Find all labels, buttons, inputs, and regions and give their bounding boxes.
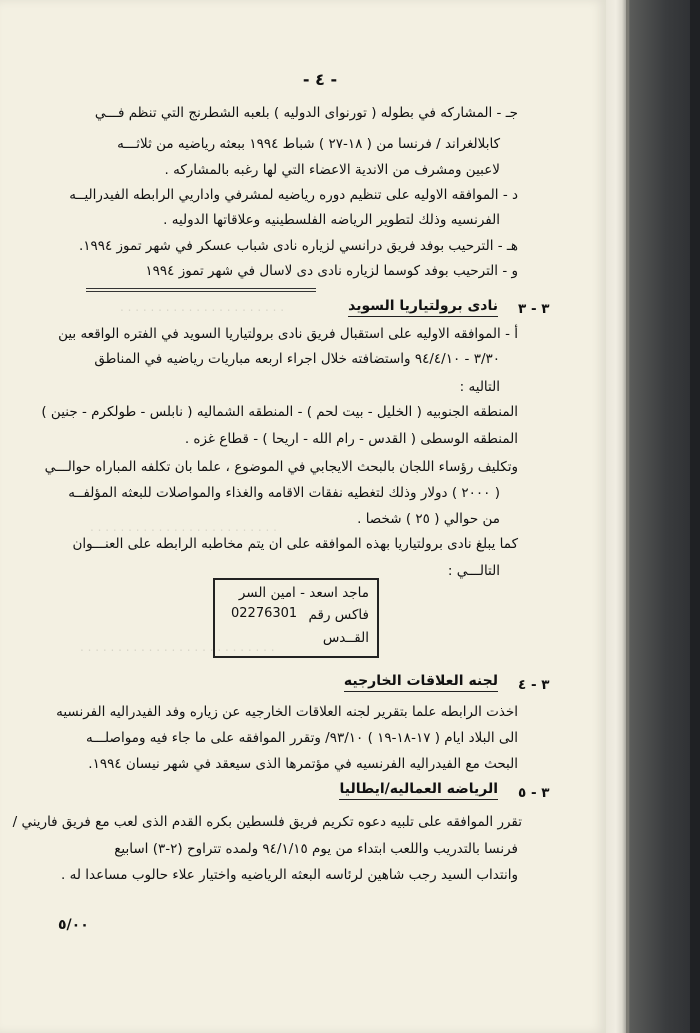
section-3-3-line-7: ( ٢٠٠٠ ) دولار وذلك لتغطيه نفقات الاقامه والغذاء والمواصلات للبعثه المؤلفــه	[68, 485, 500, 501]
binder-edge	[606, 0, 700, 1033]
address-fax-number: 02276301	[231, 606, 298, 621]
section-3-4-title: لجنه العلاقات الخارجيه	[344, 673, 498, 692]
section-3-3-line-5: المنطقه الوسطى ( القدس - رام الله - اريحا ) - قطاع غزه .	[184, 431, 518, 447]
section-3-3-line-9: كما يبلغ نادى برولتياريا بهذه الموافقه على ان يتم مخاطبه الرابطه على العنـــوان	[72, 536, 518, 552]
section-3-3-line-1: أ - الموافقه الاوليه على استقبال فريق نادى برولتياريا السويد في الفتره الواقعه بين	[58, 326, 518, 342]
show-through-text: . . . . . . . . . . . . . . . . . . . . . . . . . .	[80, 640, 275, 654]
section-3-4-line-1: اخذت الرابطه علما بتقرير لجنه العلاقات الخارجيه عن زياره وفد الفيدراليه الفرنسيه	[56, 704, 518, 720]
intro-line-6: هـ - الترحيب بوفد فريق درانسي لزياره نادى شباب عسكر في شهر تموز ١٩٩٤.	[78, 238, 518, 254]
binder-fold	[626, 0, 629, 1033]
section-3-5-line-1: تقرر الموافقه على تلبيه دعوه تكريم فريق فلسطين بكره القدم الذى لعب مع فريق فاريني /	[12, 814, 522, 830]
section-3-5-line-3: وانتداب السيد رجب شاهين لرئاسه البعثه الرياضيه واختيار علاء حالوب مساعدا له .	[61, 867, 518, 883]
show-through-text: . . . . . . . . . . . . . . . . . . . . . . . . .	[90, 520, 277, 534]
address-city: القــدس	[322, 630, 369, 646]
section-3-3-number: ٣ - ٣	[518, 301, 550, 317]
address-fax-label: فاكس رقم	[308, 607, 369, 623]
intro-line-3: لاعبين ومشرف من الاندية الاعضاء التي لها رغبه بالمشاركه .	[164, 162, 500, 178]
intro-line-4: د - الموافقه الاوليه على تنظيم دوره رياضيه لمشرفي واداريي الرابطه الفيدراليــه	[69, 187, 518, 203]
address-box	[213, 578, 379, 658]
intro-line-2: كابلالغراند / فرنسا من ( ١٨-٢٧ ) شباط ١٩٩٤ ببعثه رياضيه من ثلاثـــه	[117, 136, 500, 152]
section-3-4-line-3: البحث مع الفيدراليه الفرنسيه في مؤتمرها الذى سيعقد في شهر نيسان ١٩٩٤.	[88, 756, 518, 772]
section-3-5-line-2: فرنسا بالتدريب واللعب ابتداء من يوم ٩٤/١/١٥ ولمده تتراوح (٢-٣) اسابيع	[114, 841, 518, 857]
section-3-3-line-6: وتكليف رؤساء اللجان بالبحث الايجابي في الموضوع ، علما بان تكلفه المباراه حوالـــي	[44, 459, 518, 475]
divider-line	[86, 288, 316, 292]
section-3-3-line-2: ٣/٣٠ - ٩٤/٤/١٠ واستضافته خلال اجراء اربعه مباريات رياضيه في المناطق	[94, 351, 500, 367]
section-3-4-number: ٣ - ٤	[518, 677, 550, 693]
binder-rim	[690, 0, 700, 1033]
section-3-3-line-8: من حوالي ( ٢٥ ) شخصا .	[357, 511, 500, 527]
section-3-3-line-3: التاليه :	[459, 379, 500, 395]
show-through-text: . . . . . . . . . . . . . . . . . . . . . .	[120, 300, 285, 314]
section-3-5-title: الرياضه العماليه/ايطاليا	[339, 781, 498, 800]
page-number: - ٤ -	[302, 70, 338, 89]
footer-reference: ٥/٠٠	[58, 917, 89, 933]
section-3-3-line-4: المنطقه الجنوبيه ( الخليل - بيت لحم ) - المنطقه الشماليه ( نابلس - طولكرم - جنين )	[41, 404, 518, 420]
intro-line-5: الفرنسيه وذلك لتطوير الرياضه الفلسطينيه وعلاقاتها الدوليه .	[163, 212, 500, 228]
intro-line-1: جـ - المشاركه في بطوله ( تورنواى الدوليه ) بلعبه الشطرنج التي تنظم فـــي	[94, 105, 518, 121]
intro-line-7: و - الترحيب بوفد كوسما لزياره نادى دى لاسال في شهر تموز ١٩٩٤	[145, 263, 518, 279]
section-3-3-title: نادى برولتياريا السويد	[348, 298, 498, 317]
section-3-3-line-10: التالـــي :	[447, 563, 500, 579]
section-3-4-line-2: الى البلاد ايام ( ١٧-١٨-١٩ ) ٩٣/١٠/ وتقرر الموافقه على ما جاء فيه ومواصلـــه	[85, 730, 518, 746]
address-name: ماجد اسعد - امين السر	[238, 585, 369, 601]
section-3-5-number: ٣ - ٥	[518, 785, 550, 801]
